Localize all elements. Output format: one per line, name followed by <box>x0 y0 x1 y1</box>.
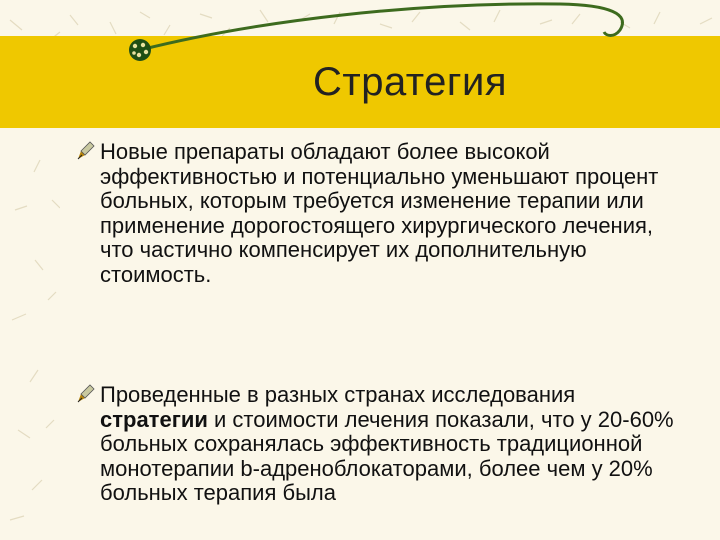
slide-title: Стратегия <box>312 59 508 104</box>
bullet-text <box>100 383 675 506</box>
pen-nib-bullet-icon <box>76 141 96 161</box>
slide-content <box>60 140 680 540</box>
bullet-text-bold: стратегии <box>100 406 208 432</box>
bullet-text-start: Проведенные в разных странах исследования <box>100 382 576 407</box>
bullet-text: Новые препараты обладают более высокой эффективностью и потенциально уменьшают процент больных, которым требуется изменение терапии или применение дорогостоящего хирургического лечения, что частично компенсирует их дополнительную стоимость. <box>100 139 659 287</box>
bullet-text-end: и стоимости лечения показали, что у 20-60% больных сохранялась эффективность традиционной монотерапии b-адреноблокаторами, более чем у 20% больных терапия была <box>100 406 674 505</box>
pen-nib-bullet-icon <box>76 384 96 404</box>
